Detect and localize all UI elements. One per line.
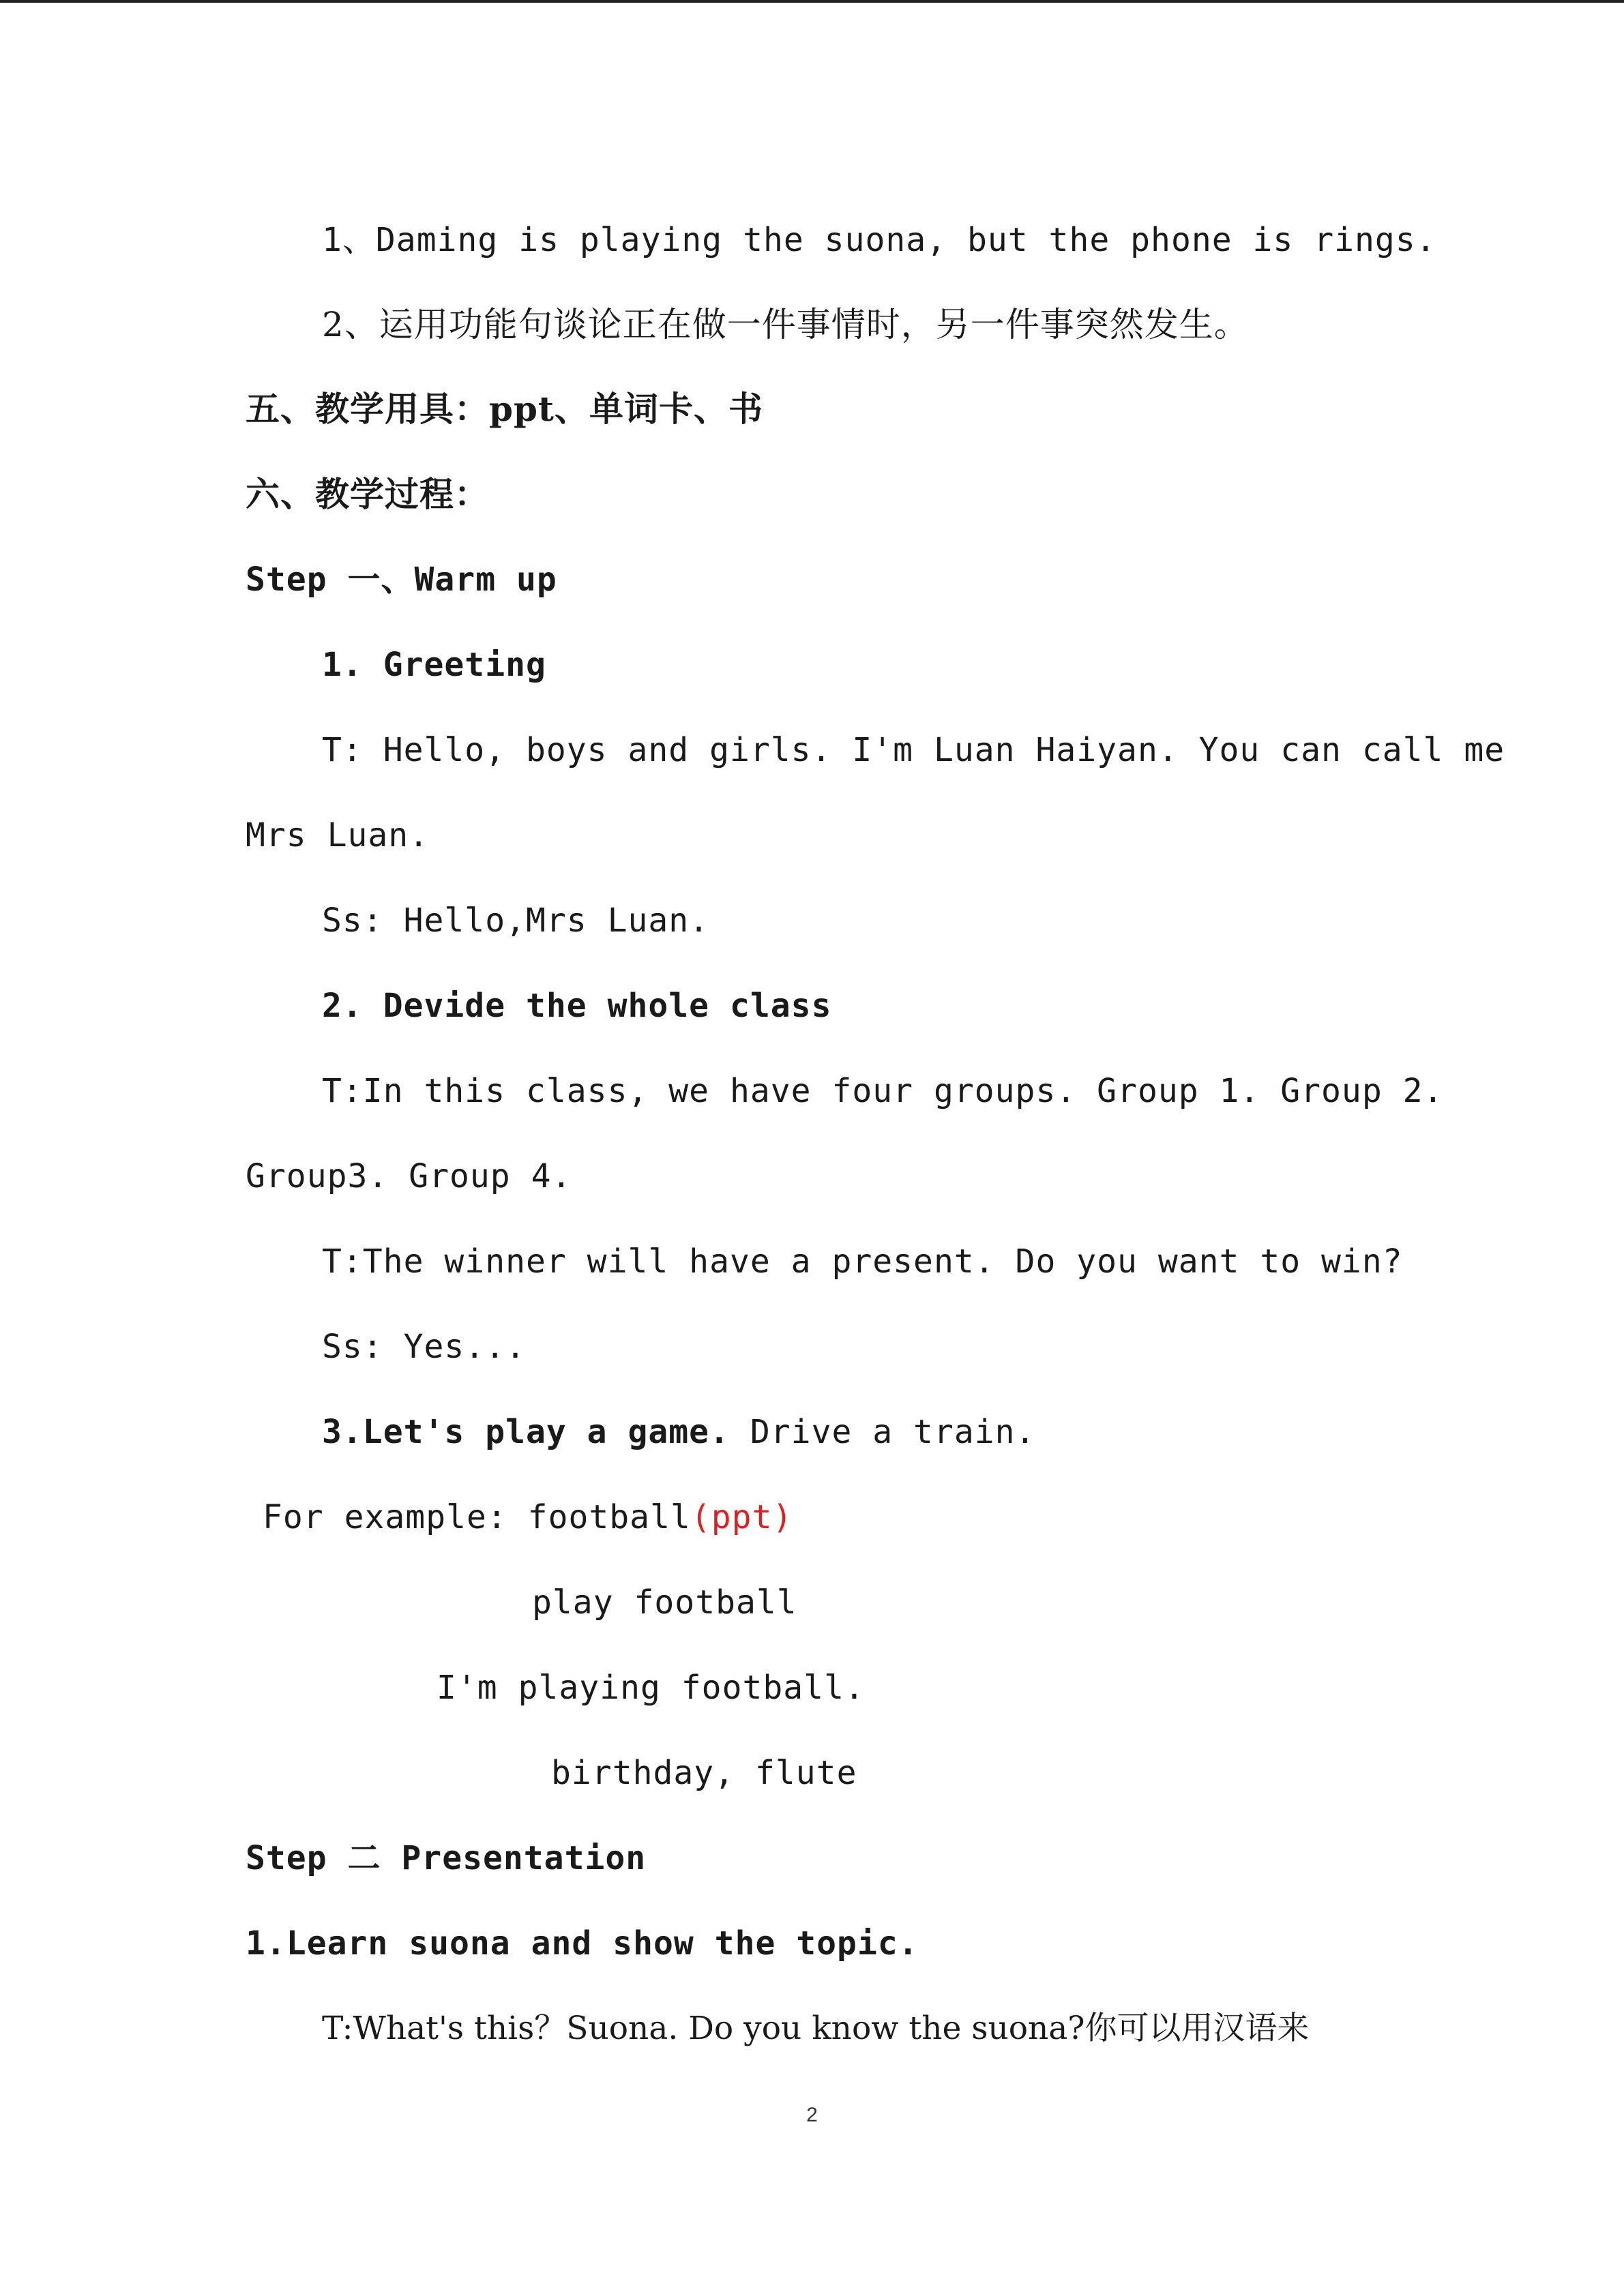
dialogue-line: Ss: Yes... — [322, 1328, 526, 1366]
dialogue-line: T:In this class, we have four groups. Group 1. Group 2. — [322, 1072, 1444, 1110]
sub-heading-learn-suona: 1.Learn suona and show the topic. — [246, 1924, 919, 1963]
sub-heading-game: 3.Let's play a game. — [322, 1413, 730, 1451]
sub-heading-divide-class: 2. Devide the whole class — [322, 987, 832, 1025]
dialogue-line: T: Hello, boys and girls. I'm Luan Haiyan. You can call me — [322, 731, 1505, 769]
dialogue-line: Ss: Hello,Mrs Luan. — [322, 901, 710, 940]
sub-heading-greeting: 1. Greeting — [322, 646, 546, 684]
objective-line-2: 2、运用功能句谈论正在做一件事情时，另一件事突然发生。 — [322, 305, 1249, 344]
objective-line-1: 1、Daming is playing the suona, but the phone is rings. — [322, 221, 1436, 259]
dialogue-line: T:What's this？Suona. Do you know the suona?你可以用汉语来 — [322, 2010, 1310, 2047]
game-line — [322, 1412, 1035, 1452]
step-1-heading: Step 一、Warm up — [246, 561, 557, 599]
dialogue-line: T:The winner will have a present. Do you want to win? — [322, 1242, 1403, 1281]
top-border — [0, 0, 1624, 3]
example-text: For example: football — [263, 1498, 691, 1536]
section-heading-process: 六、教学过程： — [246, 474, 489, 514]
example-words: birthday, flute — [551, 1754, 857, 1792]
dialogue-line-continued: Group3. Group 4. — [246, 1157, 572, 1195]
page-number: 2 — [806, 2104, 818, 2126]
ppt-note: (ppt) — [690, 1498, 793, 1536]
example-line — [263, 1497, 793, 1538]
section-heading-materials: 五、教学用具：ppt、单词卡、书 — [246, 389, 764, 429]
dialogue-line-continued: Mrs Luan. — [246, 816, 430, 854]
example-sentence: I'm playing football. — [437, 1669, 865, 1707]
step-2-heading: Step 二 Presentation — [246, 1839, 647, 1877]
example-phrase: play football — [532, 1583, 797, 1622]
game-description: Drive a train. — [729, 1413, 1036, 1451]
